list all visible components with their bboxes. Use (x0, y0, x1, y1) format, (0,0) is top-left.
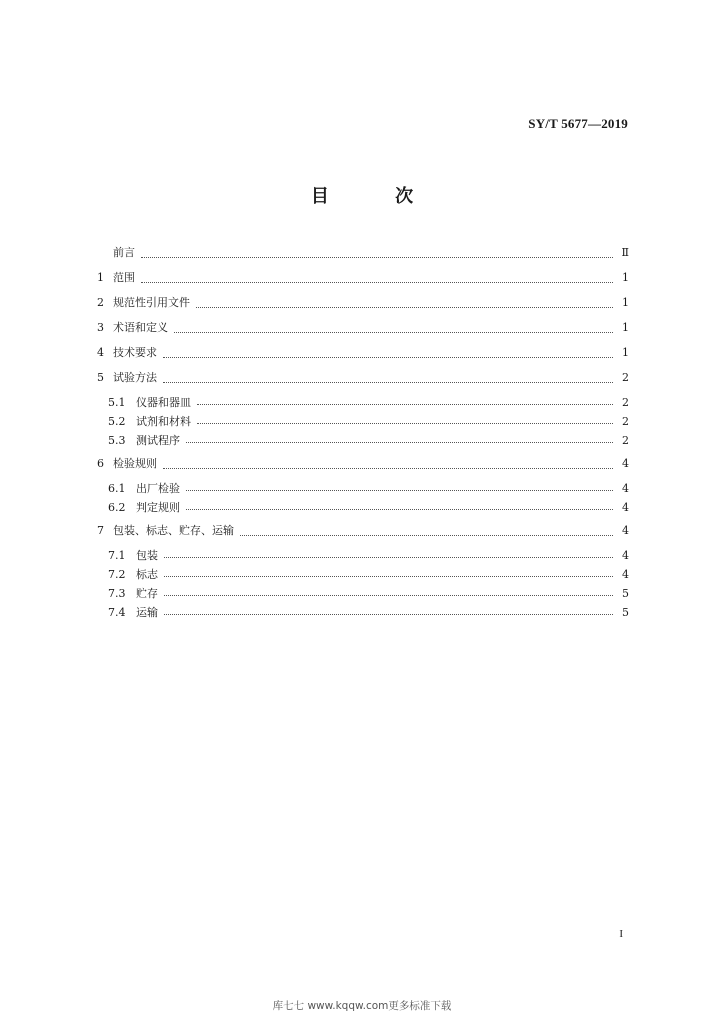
toc-entry-number: 7.1 (108, 549, 126, 562)
toc-entry-page: 4 (622, 549, 629, 562)
toc-entry-label: 试剂和材料 (136, 415, 191, 428)
toc-entry[interactable] (97, 499, 629, 518)
toc-entry-page: 2 (622, 396, 629, 409)
toc-entry-label: 检验规则 (113, 457, 157, 470)
toc-entry[interactable] (97, 394, 629, 413)
toc-entry-number: 6.1 (108, 482, 126, 495)
toc-entry[interactable] (97, 604, 629, 623)
toc-entry-number: 6 (97, 457, 104, 470)
toc-entry-label: 标志 (136, 568, 158, 581)
toc-entry[interactable] (97, 413, 629, 432)
toc-entry-number: 4 (97, 346, 104, 359)
toc-entry-page: 4 (622, 482, 629, 495)
toc-entry-number: 7.3 (108, 587, 126, 600)
toc-entry-page: Ⅱ (621, 246, 629, 259)
toc-entry-label: 运输 (136, 606, 158, 619)
toc-entry-label: 包装 (136, 549, 158, 562)
toc-entry-label: 仪器和器皿 (136, 396, 191, 409)
toc-entry-number: 7.4 (108, 606, 126, 619)
toc-entry-page: 2 (622, 371, 629, 384)
toc-dot-leader (164, 556, 613, 558)
toc-entry-page: 1 (622, 346, 629, 359)
toc-entry[interactable] (97, 294, 629, 319)
toc-entry[interactable] (97, 269, 629, 294)
toc-entry[interactable] (97, 344, 629, 369)
toc-entry[interactable] (97, 455, 629, 480)
toc-entry[interactable] (97, 547, 629, 566)
toc-dot-leader (163, 467, 613, 469)
toc-entry[interactable] (97, 480, 629, 499)
toc-entry-page: 4 (622, 524, 629, 537)
toc-entry-number: 5.1 (108, 396, 126, 409)
toc-entry-page: 1 (622, 296, 629, 309)
toc-entry-label: 范围 (113, 271, 135, 284)
toc-dot-leader (186, 508, 613, 510)
toc-entry-page: 1 (622, 321, 629, 334)
toc-entry-page: 2 (622, 415, 629, 428)
toc-dot-leader (196, 306, 613, 308)
toc-dot-leader (163, 381, 613, 383)
toc-entry[interactable] (97, 522, 629, 547)
toc-entry-page: 5 (622, 587, 629, 600)
toc-entry[interactable] (97, 369, 629, 394)
toc-entry-page: 4 (622, 457, 629, 470)
toc-entry[interactable] (97, 244, 629, 269)
toc-entry-number: 2 (97, 296, 104, 309)
toc-entry[interactable] (97, 319, 629, 344)
toc-dot-leader (174, 331, 613, 333)
toc-dot-leader (186, 489, 613, 491)
toc-dot-leader (141, 281, 613, 283)
toc-entry-number: 1 (97, 271, 104, 284)
standard-number: SY/T 5677—2019 (528, 116, 628, 131)
toc-entry-number: 6.2 (108, 501, 126, 514)
toc-entry-label: 技术要求 (113, 346, 157, 359)
table-of-contents (97, 244, 629, 623)
toc-entry-page: 2 (622, 434, 629, 447)
toc-entry-page: 5 (622, 606, 629, 619)
toc-entry-page: 1 (622, 271, 629, 284)
toc-dot-leader (240, 534, 613, 536)
toc-entry-label: 出厂检验 (136, 482, 180, 495)
toc-dot-leader (197, 403, 613, 405)
toc-entry-label: 包装、标志、贮存、运输 (113, 524, 234, 537)
toc-dot-leader (141, 256, 613, 258)
toc-dot-leader (197, 422, 613, 424)
page-title: 目 次 (310, 186, 444, 207)
page-number: I (619, 928, 623, 940)
toc-entry[interactable] (97, 432, 629, 451)
toc-entry-label: 测试程序 (136, 434, 180, 447)
toc-entry-label: 试验方法 (113, 371, 157, 384)
toc-dot-leader (164, 575, 613, 577)
toc-entry-page: 4 (622, 501, 629, 514)
toc-entry-label: 规范性引用文件 (113, 296, 190, 309)
toc-entry-label: 前言 (113, 246, 135, 259)
toc-entry[interactable] (97, 566, 629, 585)
toc-entry-number: 5.2 (108, 415, 126, 428)
toc-entry-number: 5.3 (108, 434, 126, 447)
toc-entry-label: 贮存 (136, 587, 158, 600)
toc-dot-leader (164, 594, 613, 596)
toc-dot-leader (186, 441, 613, 443)
toc-entry-label: 术语和定义 (113, 321, 168, 334)
toc-entry-number: 3 (97, 321, 104, 334)
toc-entry-label: 判定规则 (136, 501, 180, 514)
toc-entry-page: 4 (622, 568, 629, 581)
toc-dot-leader (163, 356, 613, 358)
toc-entry-number: 7 (97, 524, 104, 537)
toc-entry-number: 5 (97, 371, 104, 384)
watermark-text: 库七七 www.kqqw.com更多标准下载 (272, 1000, 452, 1012)
toc-entry-number: 7.2 (108, 568, 126, 581)
toc-dot-leader (164, 613, 613, 615)
toc-entry[interactable] (97, 585, 629, 604)
